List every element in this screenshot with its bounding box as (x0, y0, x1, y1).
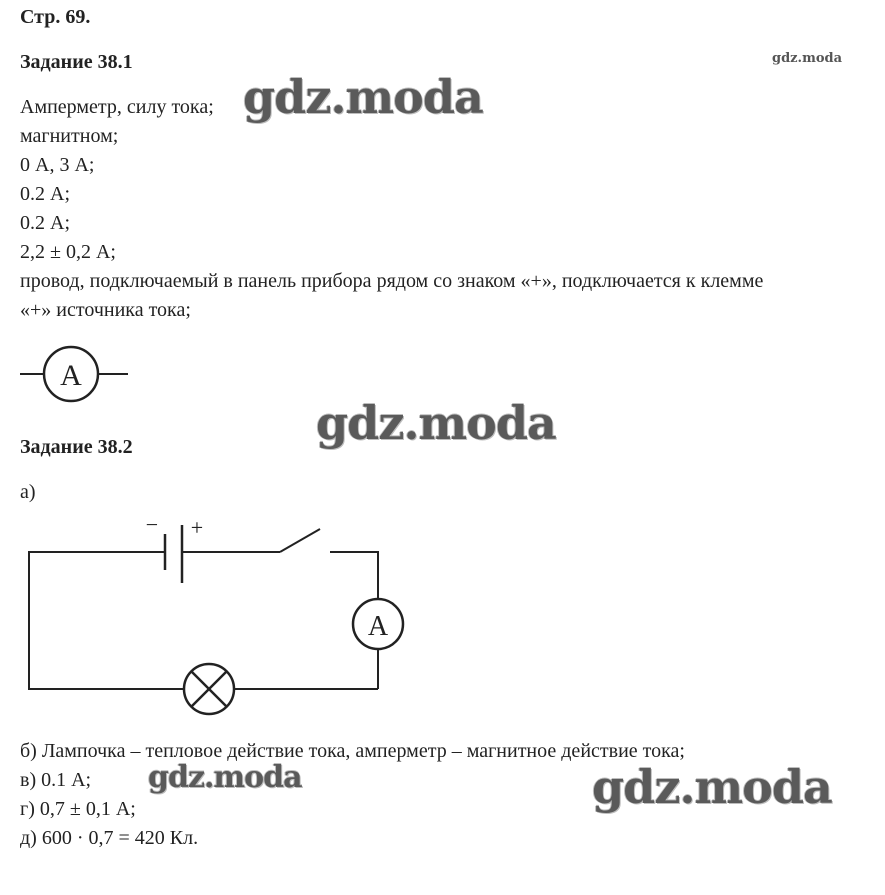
task-38-1-heading: Задание 38.1 (20, 51, 133, 73)
wire (330, 552, 378, 599)
answer-line: 0.2 А; (20, 212, 70, 234)
answer-line: 0 А, 3 А; (20, 154, 95, 176)
circuit-diagram (0, 505, 420, 720)
answer-line: в) 0.1 А; (20, 769, 92, 791)
task-38-1-answers (20, 93, 763, 325)
switch-lever (280, 529, 320, 552)
watermark: gdz.moda (243, 70, 483, 124)
wire (29, 552, 184, 689)
watermark: gdz.moda (316, 396, 556, 450)
answer-line: д) 600 · 0,7 = 420 Кл. (20, 827, 199, 849)
answer-line: «+» источника тока; (20, 299, 191, 321)
answer-line: магнитном; (20, 125, 119, 147)
battery-plus-sign: + (190, 515, 204, 540)
answer-line: 2,2 ± 0,2 А; (20, 241, 116, 263)
task-38-2-answers (20, 737, 685, 853)
answer-line: б) Лампочка – тепловое действие тока, амперметр – магнитное действие тока; (20, 740, 685, 762)
answer-line: провод, подключаемый в панель прибора рядом со знаком «+», подключается к клемме (20, 270, 764, 292)
task-38-2-heading: Задание 38.2 (20, 436, 133, 458)
part-a-label: а) (20, 481, 36, 503)
answer-line: г) 0,7 ± 0,1 А; (20, 798, 136, 820)
watermark: gdz.moda (148, 760, 302, 795)
ammeter-label: A (367, 611, 389, 642)
corner-watermark: gdz.moda (772, 51, 843, 66)
answer-line: Амперметр, силу тока; (20, 96, 214, 118)
watermark: gdz.moda (592, 760, 832, 814)
page-number: Стр. 69. (20, 6, 91, 28)
ammeter-symbol-label: A (60, 359, 82, 392)
ammeter-symbol-diagram (0, 340, 140, 410)
answer-line: 0.2 А; (20, 183, 70, 205)
battery-minus-sign: − (145, 512, 159, 537)
